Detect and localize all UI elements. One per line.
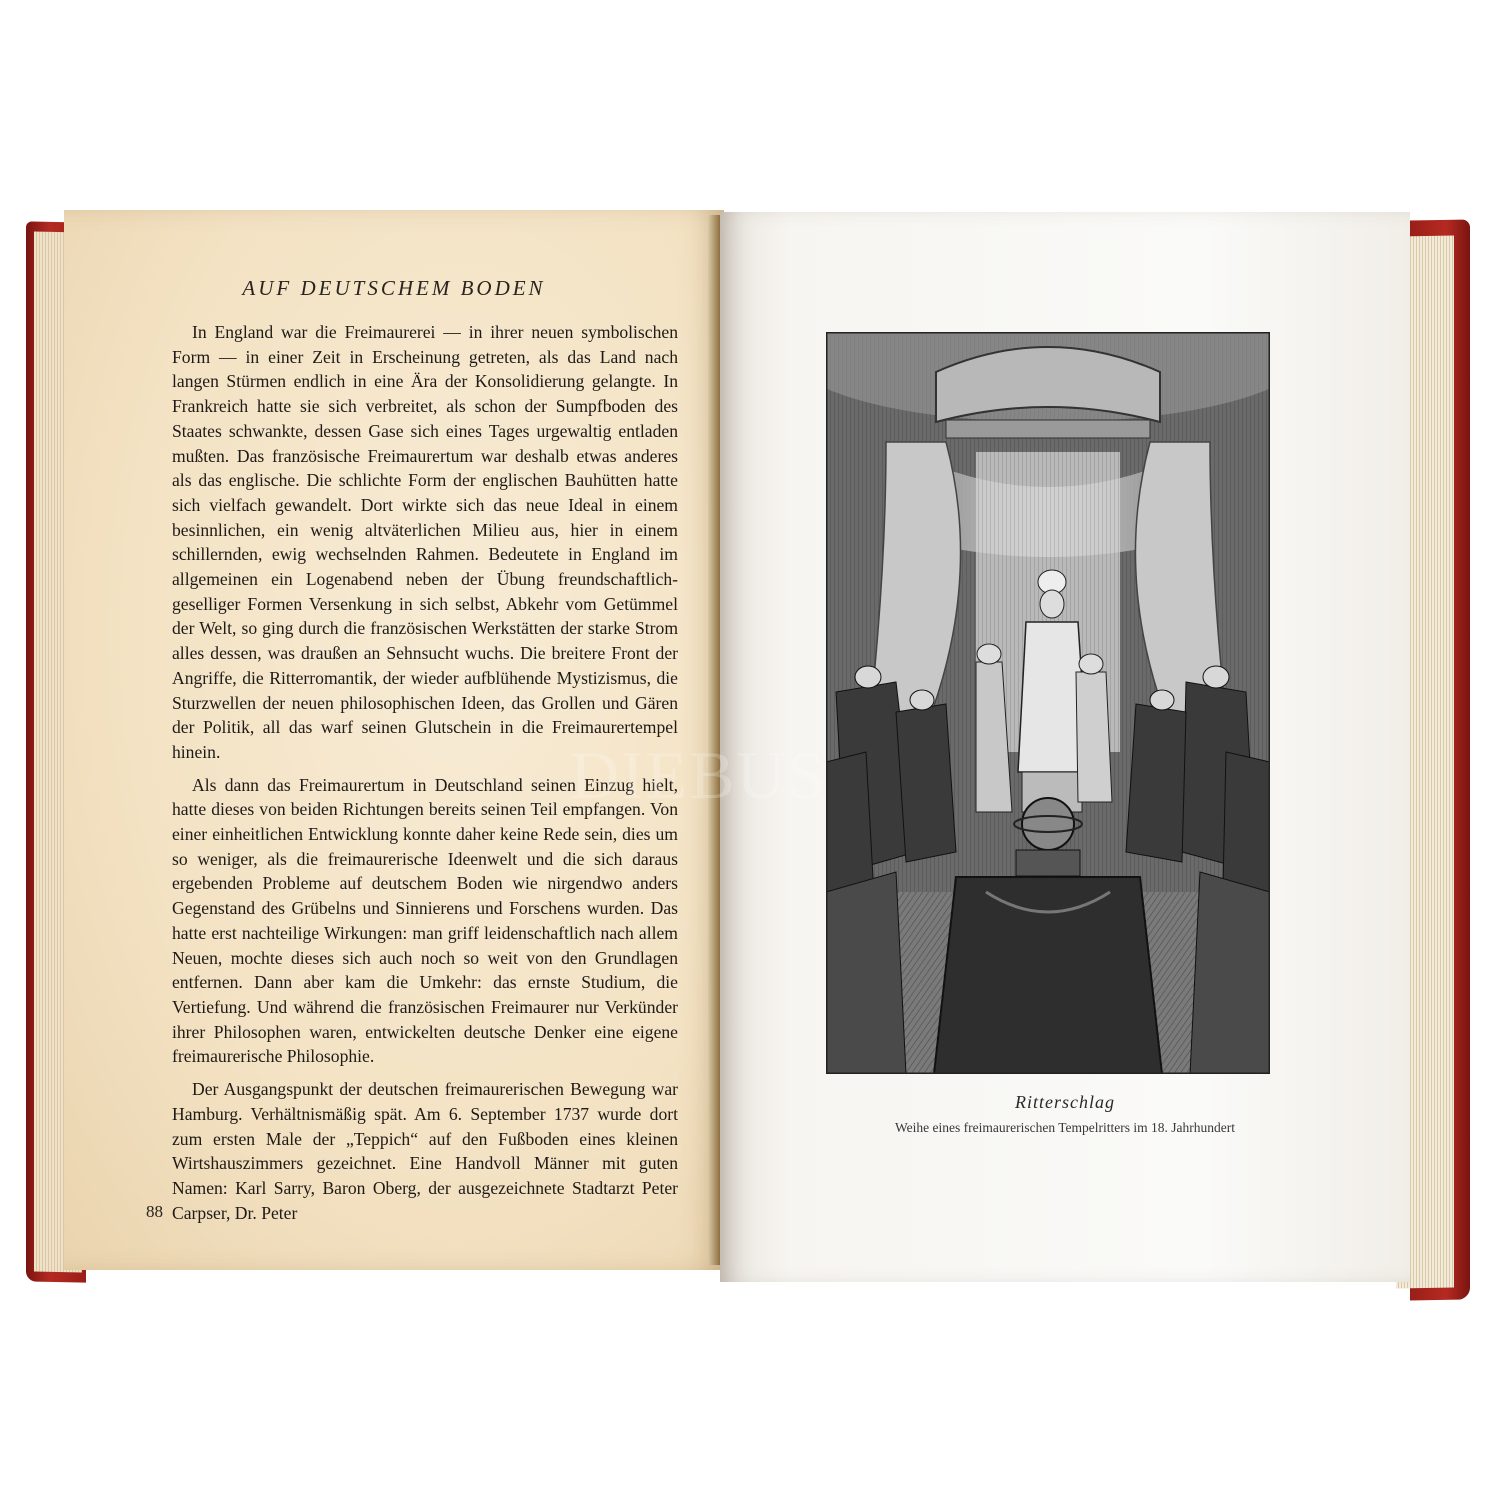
page-number: 88	[146, 1202, 163, 1221]
paragraph: In England war die Freimaurerei — in ihrer neuen symbolischen Form — in einer Zeit in Erscheinung getreten, als das Land nach langen Stürmen endlich in eine Ära der Konsolidierung gelangte. In Frankreich hatte sie sich verbreitet, als schon der Sumpfboden des Staates schwankte, dessen Gase sich eines Tages urgewaltig entladen mußten. Das französische Freimaurertum war deshalb etwas anderes als das englische. Die schlichte Form der englischen Bauhütten hatte sich vielfach gewandelt. Dort wirkte sich das neue Ideal in einem besinnlichen, ein wenig altväterlichen Milieu aus, hier in einem schillernden, ewig wechselnden Rahmen. Bedeutete in England im allgemeinen ein Logenabend neben der Übung freundschaftlich-geselliger Formen Versenkung in sich selbst, Abkehr vom Getümmel der Welt, so ging durch die französischen Werkstätten der starke Strom alles dessen, was draußen an Sehnsucht wuchs. Die breitere Front der Angriffe, die Ritterromantik, der wieder aufblühende Mystizismus, die Sturzwellen der neuen philosophischen Ideen, das Grollen und Gären der Politik, all das warf seinen Glutschein in die Freimaurertempel hinein.	[172, 322, 678, 762]
paragraph: Der Ausgangspunkt der deutschen freimaurerischen Bewegung war Hamburg. Verhältnismäßig spät. Am 6. September 1737 wurde dort zum ersten Male der „Teppich“ auf den Fußboden eines kleinen Wirtshauszimmers gezeichnet. Eine Handvoll Männer mit guten Namen: Karl Sarry, Baron Oberg, der ausgezeichnete Stadtarzt Peter Carpser, Dr. Peter	[172, 1079, 678, 1223]
running-head: AUF DEUTSCHEM BODEN	[242, 276, 546, 300]
illustration-caption-subtitle: Weihe eines freimaurerischen Tempelritters im 18. Jahrhundert	[895, 1120, 1235, 1135]
watermark-text: DIEBUS	[570, 737, 828, 813]
illustration-caption-title: Ritterschlag	[1015, 1092, 1115, 1112]
engraving-svg	[826, 332, 1270, 1074]
paragraph: Als dann das Freimaurertum in Deutschland seinen Einzug hielt, hatte dieses von beiden Richtungen bereits seinen Teil empfangen. Von einer einheitlichen Entwicklung konnte daher keine Rede sein, dies um so weniger, als die freimaurerische Ideenwelt und die sich daraus ergebenden Probleme auf deutschem Boden wie nirgendwo anders Gegenstand des Grübelns und Sinnierens und Forschens wurden. Das hatte erst nachteilige Wirkungen: man griff leidenschaftlich nach allem Neuen, mochte dieses sich auch noch so weit von den Grundlagen entfernen. Dann aber kam die Umkehr: das ernste Studium, die Vertiefung. Und während die französischen Freimaurer nur Verkünder ihrer Philosophen waren, entwickelten deutsche Denker eine eigene freimaurerische Philosophie.	[172, 774, 678, 1067]
engraving-illustration	[826, 332, 1270, 1074]
